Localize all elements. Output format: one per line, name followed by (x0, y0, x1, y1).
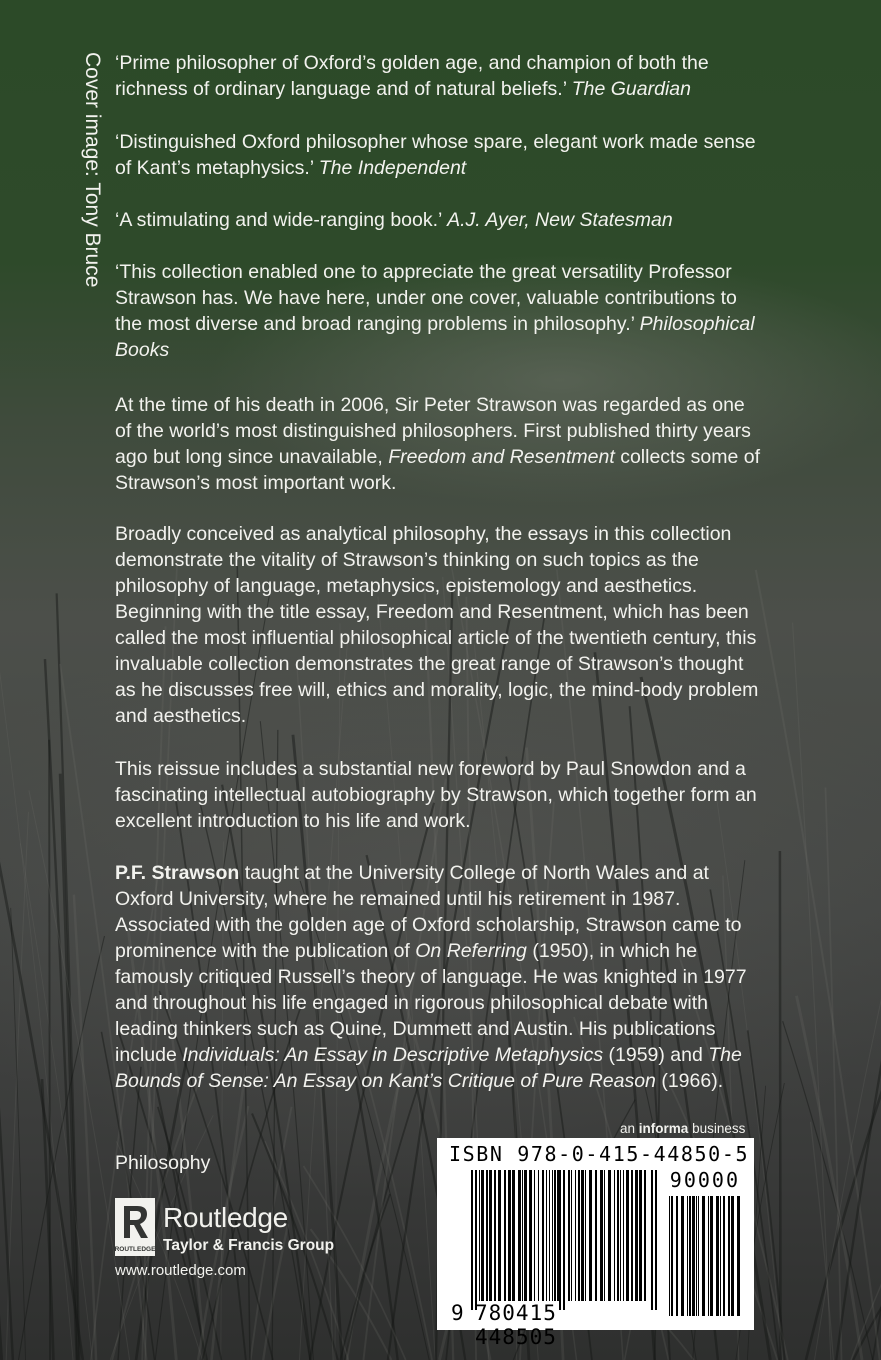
barcode-bar (604, 1170, 605, 1301)
barcode-bar (522, 1170, 523, 1301)
bio-text: (1959) and (608, 1044, 703, 1066)
barcode-bar (635, 1170, 638, 1301)
barcode-guard-bar (475, 1170, 477, 1310)
barcode-addon-bar (737, 1196, 740, 1316)
informa-business-tag (620, 1121, 745, 1136)
barcode-bar (486, 1170, 488, 1301)
barcode-bar (554, 1170, 556, 1301)
barcode-addon-bar (671, 1196, 673, 1316)
author-bio (115, 860, 765, 1094)
barcode-bar (581, 1170, 584, 1301)
description-text: collects some of Strawson’s most important work. (115, 446, 760, 494)
barcode-bar (524, 1170, 527, 1301)
barcode-bar (479, 1170, 480, 1301)
publisher-group: Taylor & Francis Group (163, 1237, 335, 1254)
review-quote-text: ‘This collection enabled one to appreciate the great versatility Professor Strawson has. We have here, under one cover, valuable contributions to the most diverse and broad ranging problems in philosophy.’ (115, 261, 737, 335)
book-title: Freedom and Resentment (388, 446, 615, 468)
barcode-addon-bar (720, 1196, 721, 1316)
barcode-bar (631, 1170, 633, 1301)
isbn-label: ISBN 978-0-415-44850-5 (449, 1142, 750, 1166)
bio-work-title: Individuals: An Essay in Descriptive Metaphysics (182, 1044, 604, 1066)
review-quote-text: ‘A stimulating and wide-ranging book.’ (115, 209, 442, 231)
bio-text: taught at the University College of North Wales and at Oxford University, where he remained until his retirement in 1987. Associated with the golden age of Oxford scholarship, Strawson came to prominence with the publication of (115, 862, 742, 962)
review-quote-source: The Independent (318, 157, 467, 179)
bio-text: (1950), in which he famously critiqued Russell’s theory of language. He was knighted in 1977 and throughout his life engaged in rigorous philosophical debate with leading thinkers such as Quine, Dummett and Austin. His publications include (115, 940, 747, 1066)
informa-suffix: business (692, 1121, 746, 1136)
description-text: This reissue includes a substantial new foreword by Paul Snowdon and a fascinating intellectual autobiography by Strawson, which together form an excellent introduction to his life and work. (115, 758, 757, 832)
cover-image-credit (78, 52, 106, 307)
description-text: Broadly conceived as analytical philosophy, the essays in this collection demonstrate the vitality of Strawson’s thinking on such topics as the philosophy of language, metaphysics, epistemology and aesthetics. Beginning with the title essay, Freedom and Resentment, which has been called the most influential philosophical article of the twentieth century, this invaluable collection demonstrates the great range of Strawson’s thought as he discusses free will, ethics and morality, logic, the mind-body problem and aesthetics. (115, 523, 759, 727)
barcode-bar (498, 1170, 501, 1301)
barcode-guard-bar (651, 1170, 653, 1310)
barcode-bar (639, 1170, 642, 1301)
barcode-addon-bar (689, 1196, 691, 1316)
bio-work-title: The Bounds of Sense: An Essay on Kant’s Critique of Pure Reason (115, 1044, 742, 1092)
barcode-bar (595, 1170, 597, 1301)
barcode-addon-bar (723, 1196, 725, 1316)
grass-blade (11, 908, 26, 1360)
barcode-guard-bar (563, 1170, 565, 1310)
review-quote-1 (115, 50, 765, 102)
barcode-bar (542, 1170, 544, 1301)
review-quote-2 (115, 129, 765, 181)
barcode-addon-bar (687, 1196, 688, 1316)
bio-text: (1966). (661, 1070, 724, 1092)
barcode-addon-bar (696, 1196, 697, 1316)
review-quote-source: Philosophical Books (115, 313, 755, 361)
barcode-bar (552, 1170, 553, 1301)
barcode-bar (575, 1170, 576, 1301)
barcode-bar (585, 1170, 586, 1301)
grass-blade (806, 942, 881, 1360)
barcode-panel (437, 1138, 754, 1349)
barcode-addon-bar (731, 1196, 734, 1316)
description-paragraph-3 (115, 756, 765, 834)
grass-blade (0, 651, 13, 1360)
author-name: P.F. Strawson (115, 862, 240, 884)
ean-digits-rest: 780415 448505 (475, 1301, 557, 1349)
bio-work-title: On Referring (415, 940, 527, 962)
review-quote-4 (115, 259, 765, 363)
review-quote-source: The Guardian (571, 78, 691, 100)
barcode-bar (549, 1170, 550, 1301)
barcode-bar (600, 1170, 603, 1301)
barcode-bar (538, 1170, 539, 1301)
barcode-bar (504, 1170, 506, 1301)
barcode-bar (608, 1170, 611, 1301)
barcode-bar (626, 1170, 629, 1301)
barcode-bar (623, 1170, 624, 1301)
cover-image-credit-text: Cover image: Tony Bruce (81, 52, 104, 288)
barcode-addon-bar (716, 1196, 719, 1316)
barcode-addon-bar (702, 1196, 705, 1316)
barcode-bar (589, 1170, 592, 1301)
grass-blade (836, 773, 881, 1360)
barcode-bar (481, 1170, 484, 1301)
barcode-bar (489, 1170, 492, 1301)
barcode-addon-bar (676, 1196, 678, 1316)
barcode-addon-bar (728, 1196, 730, 1316)
description-paragraph-1 (115, 392, 765, 496)
barcode-bar (578, 1170, 580, 1301)
barcode-addon-bar (710, 1196, 713, 1316)
barcode-bar (617, 1170, 619, 1301)
review-quote-3 (115, 207, 765, 233)
price-code: 90000 (669, 1168, 740, 1192)
barcode-bar (494, 1170, 496, 1301)
routledge-logo (115, 1198, 375, 1268)
review-quote-text: ‘Prime philosopher of Oxford’s golden age, and champion of both the richness of ordinary language and of natural beliefs.’ (115, 52, 709, 100)
barcode-bar (508, 1170, 511, 1301)
description-paragraph-2 (115, 521, 765, 729)
barcode-bar (620, 1170, 621, 1301)
publisher-name: Routledge (163, 1202, 288, 1233)
grass-blade (756, 570, 880, 1360)
review-quote-source: A.J. Ayer, New Statesman (447, 209, 673, 231)
barcode-addon-bar (669, 1196, 670, 1316)
grass-blade (793, 623, 831, 1360)
barcode-bar (512, 1170, 515, 1301)
subject-category: Philosophy (115, 1152, 211, 1174)
barcode-bar (568, 1170, 570, 1301)
informa-prefix: an (620, 1121, 636, 1136)
barcode-addon-bar (692, 1196, 695, 1316)
barcode-bar (529, 1170, 532, 1301)
ean-first-digit: 9 (451, 1301, 464, 1325)
barcode-bar (614, 1170, 615, 1301)
barcode-guard-bar (559, 1170, 561, 1310)
description-text: At the time of his death in 2006, Sir Peter Strawson was regarded as one of the world’s most distinguished philosophers. First published thirty years ago but long since unavailable, (115, 394, 751, 468)
barcode-guard-bar (471, 1170, 473, 1310)
barcode-guard-bar (655, 1170, 657, 1310)
grass-blade (783, 1021, 873, 1360)
barcode-bar (571, 1170, 572, 1301)
barcode-addon-bar (698, 1196, 699, 1316)
publisher-url: www.routledge.com (115, 1262, 246, 1279)
barcode-bar (534, 1170, 535, 1301)
barcode-bar (518, 1170, 521, 1301)
barcode-bar (644, 1170, 646, 1301)
barcode-bar (546, 1170, 547, 1301)
informa-brand: informa (638, 1121, 689, 1136)
routledge-mark-text: ROUTLEDGE (115, 1246, 155, 1253)
routledge-mark-icon (115, 1198, 155, 1256)
barcode-addon-bar (681, 1196, 684, 1316)
review-quote-text: ‘Distinguished Oxford philosopher whose spare, elegant work made sense of Kant’s metaphysics.’ (115, 131, 756, 179)
barcode-addon-bar (708, 1196, 709, 1316)
grass-blade (49, 740, 50, 1360)
